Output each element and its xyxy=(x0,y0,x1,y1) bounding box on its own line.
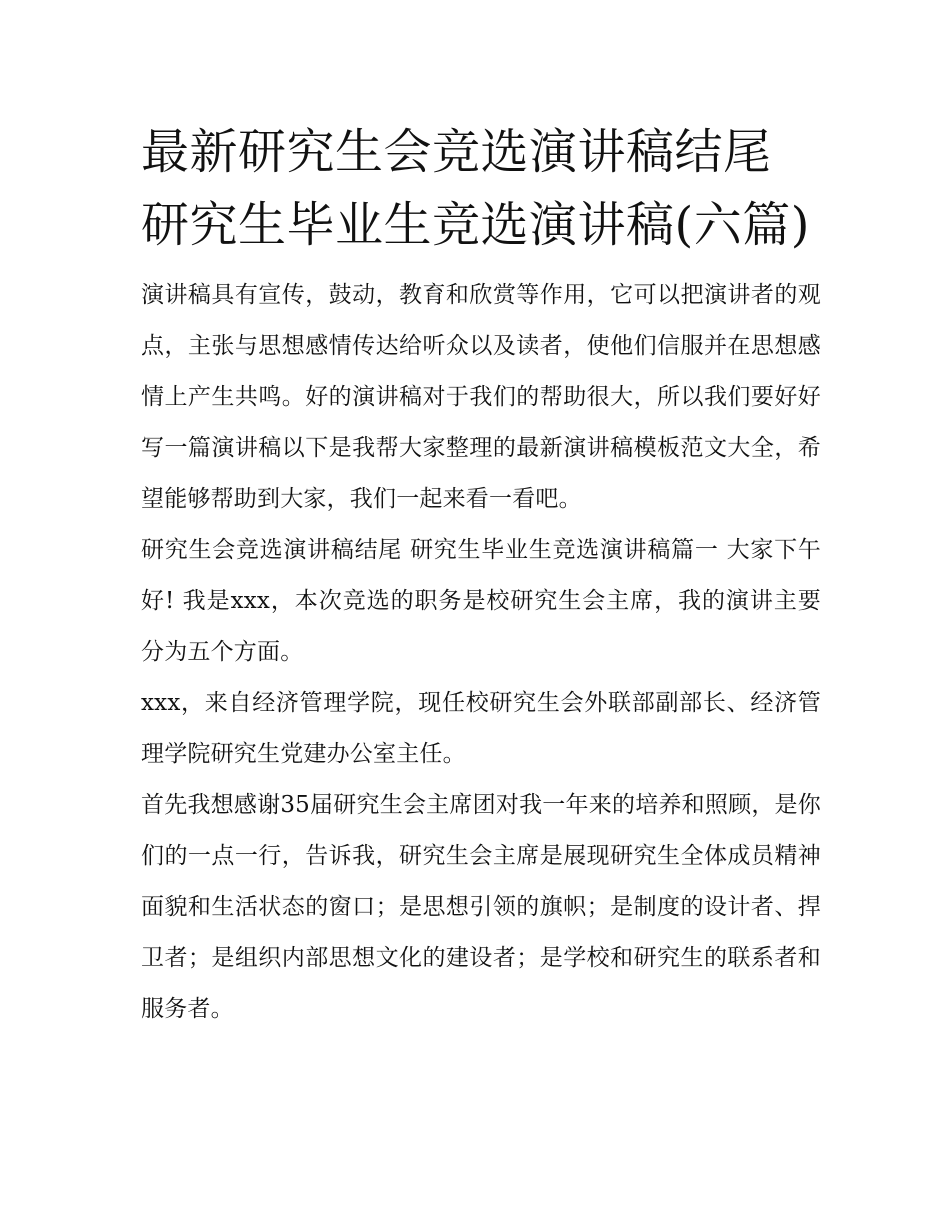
gratitude-paragraph: 首先我想感谢35届研究生会主席团对我一年来的培养和照顾，是你们的一点一行，告诉我，研究生会主席是展现研究生全体成员精神面貌和生活状态的窗口；是思想引领的旗帜；是制度的设计者、捍卫者；是组织内部思想文化的建设者；是学校和研究生的联系者和服务者。 xyxy=(141,792,821,1022)
self-introduction-paragraph: xxx，来自经济管理学院，现任校研究生会外联部副部长、经济管理学院研究生党建办公室主任。 xyxy=(141,690,821,767)
intro-paragraph: 演讲稿具有宣传，鼓动，教育和欣赏等作用，它可以把演讲者的观点，主张与思想感情传达给听众以及读者，使他们信服并在思想感情上产生共鸣。好的演讲稿对于我们的帮助很大，所以我们要好好写一篇演讲稿以下是我帮大家整理的最新演讲稿模板范文大全，希望能够帮助到大家，我们一起来看一看吧。 xyxy=(141,282,821,512)
speech-opening-paragraph: 研究生会竞选演讲稿结尾 研究生毕业生竞选演讲稿篇一 大家下午好! 我是xxx，本次竞选的职务是校研究生会主席，我的演讲主要分为五个方面。 xyxy=(141,537,821,665)
document-body xyxy=(141,116,821,1035)
document-title: 最新研究生会竞选演讲稿结尾 研究生毕业生竞选演讲稿(六篇) xyxy=(141,124,810,253)
